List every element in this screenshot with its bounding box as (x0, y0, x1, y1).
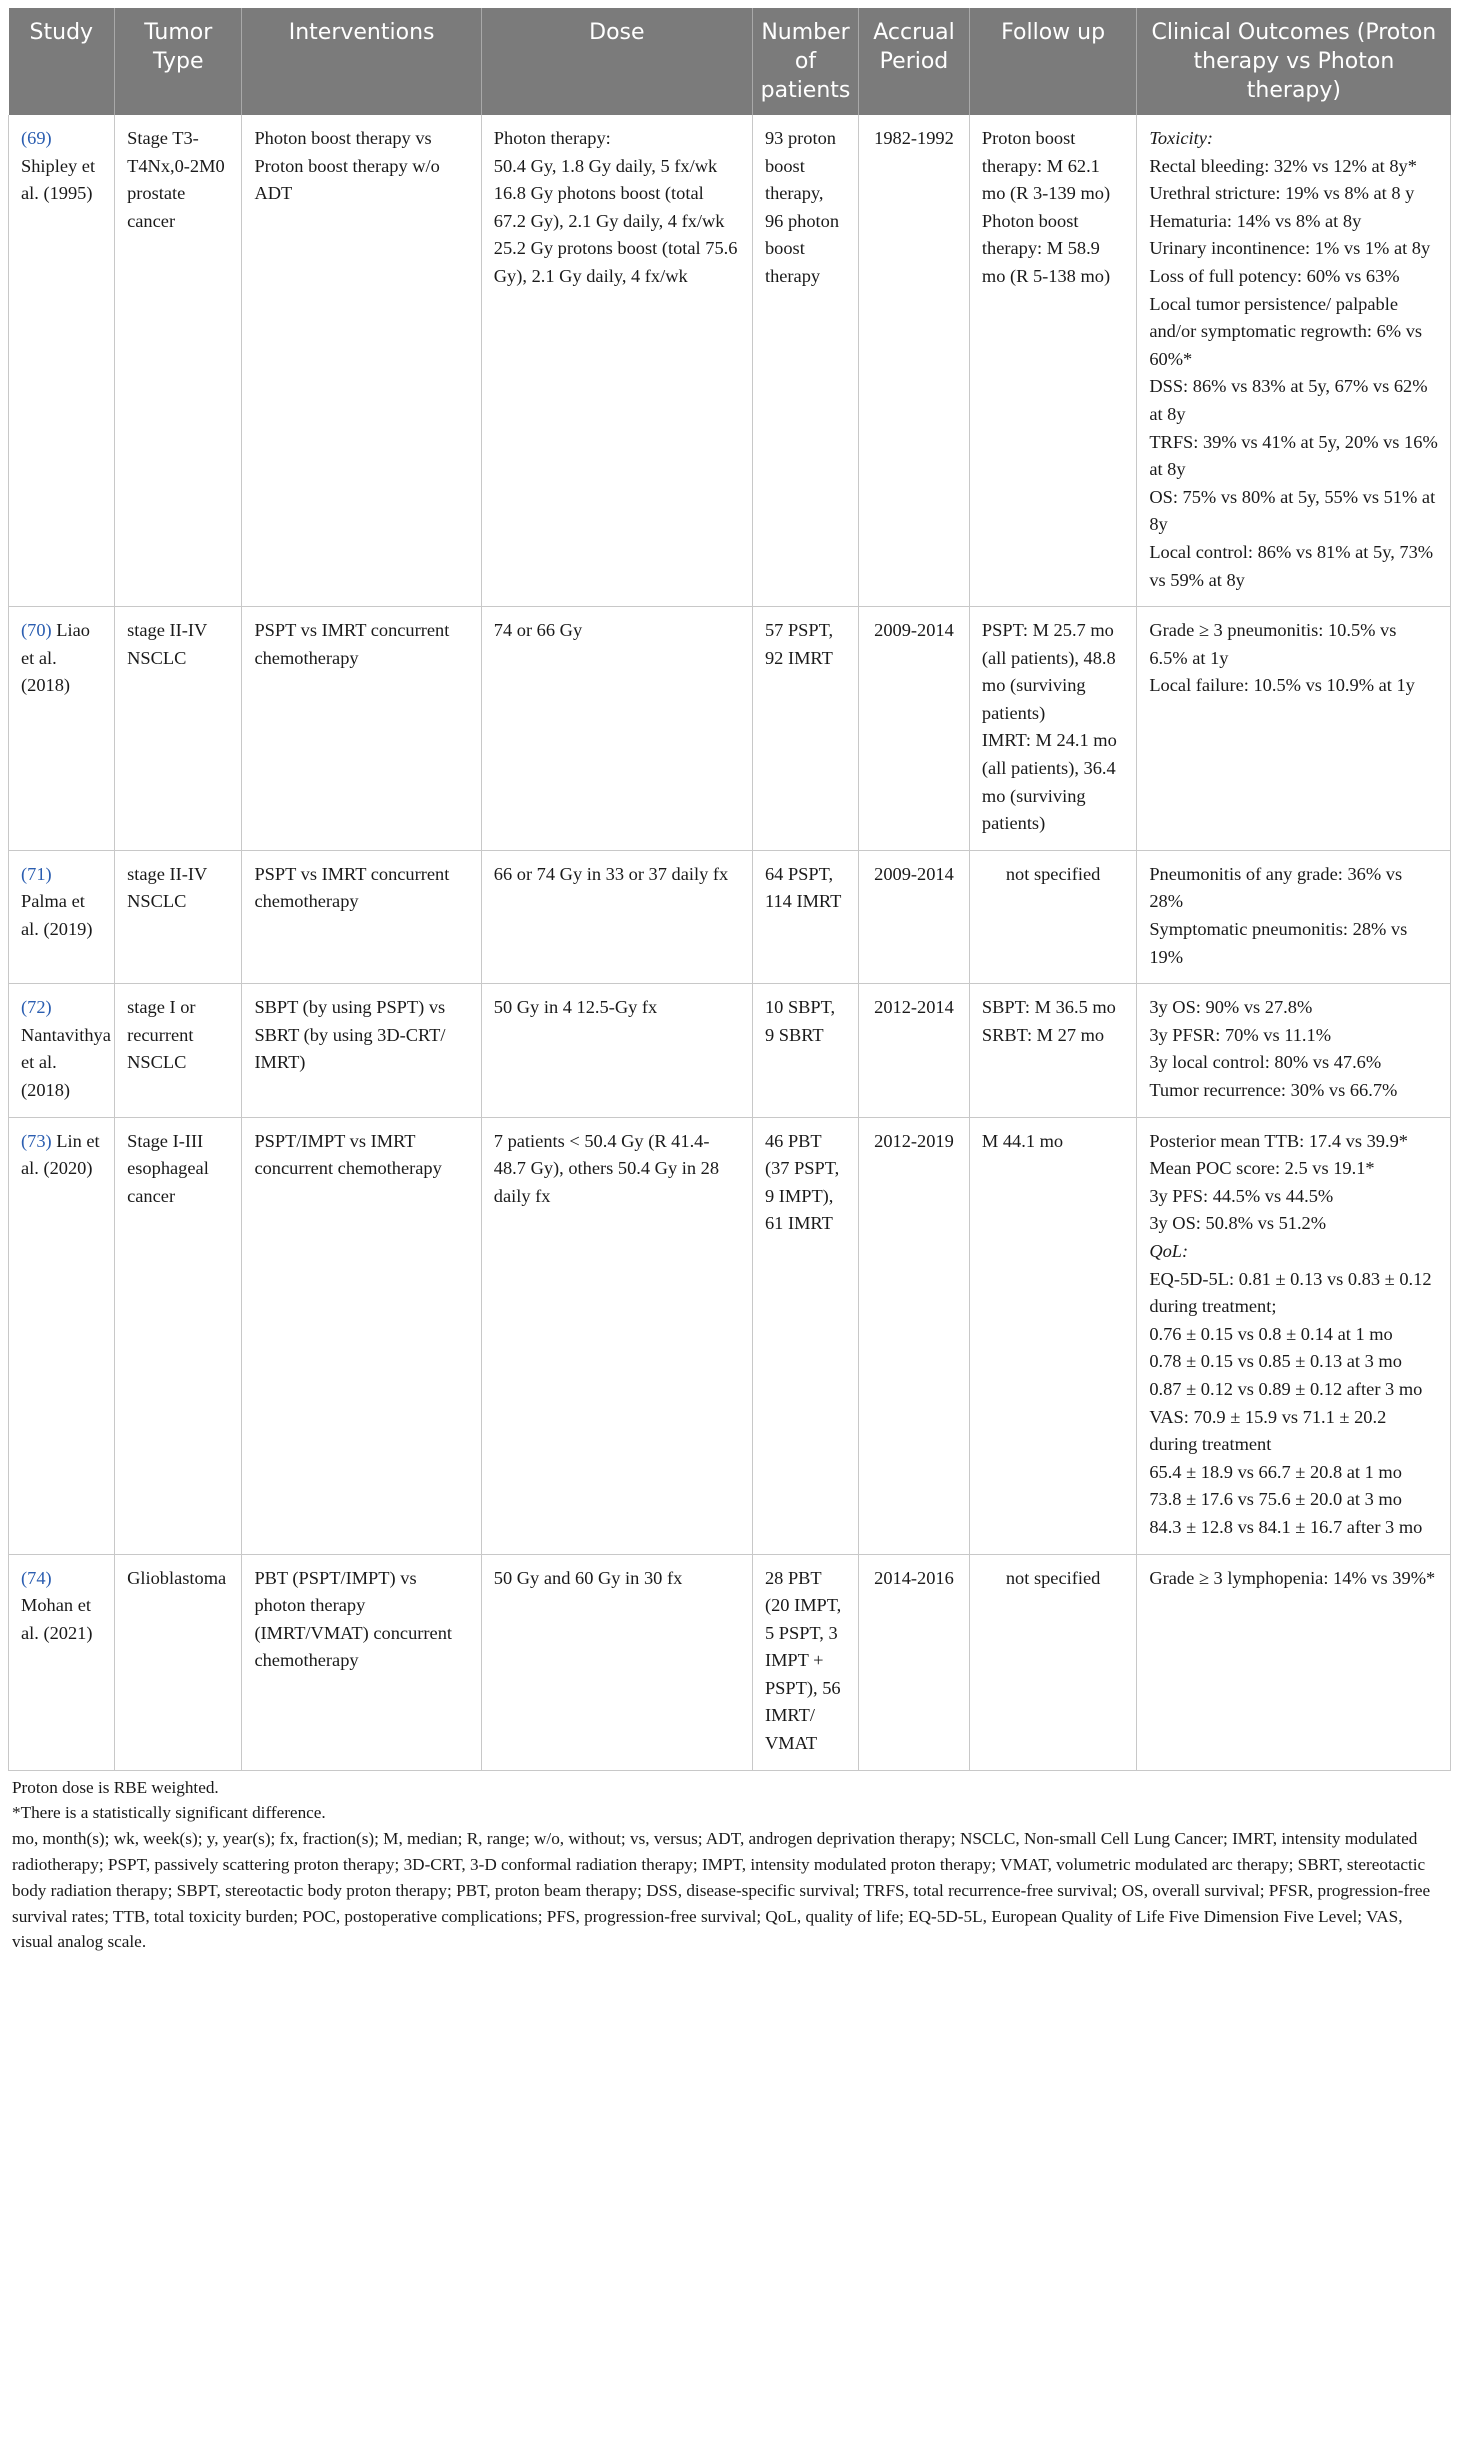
dose-line: 50 Gy in 4 12.5-Gy fx (493, 997, 658, 1018)
outcome-line: EQ-5D-5L: 0.81 ± 0.13 vs 0.83 ± 0.12 during treatment; (1149, 1268, 1432, 1317)
outcome-line: Loss of full potency: 60% vs 63% (1149, 265, 1400, 286)
outcome-line: 0.76 ± 0.15 vs 0.8 ± 0.14 at 1 mo (1149, 1323, 1393, 1344)
outcomes-cell (1137, 1117, 1451, 1554)
reference-link[interactable]: (74) (21, 1567, 52, 1588)
tumor-cell: Stage I-III esophageal cancer (115, 1117, 242, 1554)
study-name: Shipley et al. (1995) (21, 155, 96, 204)
header-tumor-type: Tumor Type (115, 8, 242, 115)
tumor-cell: Glioblastoma (115, 1554, 242, 1770)
outcome-line: 73.8 ± 17.6 vs 75.6 ± 20.0 at 3 mo (1149, 1489, 1402, 1510)
outcomes-subheading: QoL: (1149, 1240, 1189, 1261)
study-cell (9, 1117, 115, 1554)
dose-cell (481, 984, 752, 1117)
document-page (8, 8, 1451, 1955)
study-name: Nantavithya et al. (2018) (21, 1024, 111, 1100)
dose-line: Photon therapy: (493, 128, 611, 148)
header-study: Study (9, 8, 115, 115)
reference-link[interactable]: (73) (21, 1130, 52, 1151)
tumor-cell: stage II-IV NSCLC (115, 607, 242, 851)
dose-line: 50 Gy and 60 Gy in 30 fx (493, 1567, 683, 1588)
header-dose: Dose (481, 8, 752, 115)
interventions-cell: PBT (PSPT/IMPT) vs photon therapy (IMRT/VMAT) concurrent chemotherapy (242, 1554, 481, 1770)
outcome-line: Local failure: 10.5% vs 10.9% at 1y (1149, 675, 1415, 696)
outcome-line: Local control: 86% vs 81% at 5y, 73% vs 59% at 8y (1149, 541, 1434, 590)
followup-line: not specified (1005, 1567, 1101, 1588)
reference-link[interactable]: (70) (21, 620, 52, 641)
outcome-line: 3y OS: 90% vs 27.8% (1149, 997, 1313, 1018)
followup-cell (969, 115, 1136, 607)
outcome-line: 3y PFSR: 70% vs 11.1% (1149, 1024, 1332, 1045)
dose-line: 16.8 Gy photons boost (total 67.2 Gy), 2.1 Gy daily, 4 fx/wk (493, 183, 725, 231)
outcomes-subheading: Toxicity: (1149, 128, 1213, 148)
outcome-line: Hematuria: 14% vs 8% at 8y (1149, 210, 1362, 231)
patients-cell: 57 PSPT, 92 IMRT (752, 607, 858, 851)
outcome-line: OS: 75% vs 80% at 5y, 55% vs 51% at 8y (1149, 486, 1436, 535)
study-cell (9, 115, 115, 607)
dose-cell (481, 1554, 752, 1770)
interventions-cell: PSPT vs IMRT concurrent chemotherapy (242, 850, 481, 983)
header-clinical-outcomes: Clinical Outcomes (Proton therapy vs Photon therapy) (1137, 8, 1451, 115)
table-row (9, 850, 1451, 983)
tumor-cell: stage II-IV NSCLC (115, 850, 242, 983)
accrual-cell: 2012-2014 (859, 984, 970, 1117)
outcomes-cell (1137, 984, 1451, 1117)
outcomes-cell (1137, 850, 1451, 983)
dose-cell (481, 850, 752, 983)
outcome-line: Symptomatic pneumonitis: 28% vs 19% (1149, 919, 1408, 967)
table-footnotes (8, 1771, 1451, 1956)
followup-line: PSPT: M 25.7 mo (all patients), 48.8 mo (surviving patients) (981, 620, 1116, 723)
accrual-cell: 2012-2019 (859, 1117, 970, 1554)
table-body (9, 115, 1451, 1770)
outcome-line: 84.3 ± 12.8 vs 84.1 ± 16.7 after 3 mo (1149, 1516, 1423, 1537)
table-row (9, 607, 1451, 851)
outcome-line: Grade ≥ 3 pneumonitis: 10.5% vs 6.5% at 1y (1149, 620, 1397, 668)
dose-cell (481, 115, 752, 607)
outcome-line: Rectal bleeding: 32% vs 12% at 8y* (1149, 155, 1417, 176)
followup-line: Proton boost therapy: M 62.1 mo (R 3-139 mo) (981, 128, 1111, 204)
outcome-line: DSS: 86% vs 83% at 5y, 67% vs 62% at 8y (1149, 376, 1428, 424)
table-row (9, 1554, 1451, 1770)
table-row (9, 115, 1451, 607)
reference-link[interactable]: (72) (21, 997, 52, 1018)
outcome-line: 3y OS: 50.8% vs 51.2% (1149, 1213, 1327, 1234)
study-cell (9, 850, 115, 983)
table-row (9, 1117, 1451, 1554)
outcome-line: Local tumor persistence/ palpable and/or symptomatic regrowth: 6% vs 60%* (1149, 293, 1423, 369)
dose-cell (481, 1117, 752, 1554)
followup-cell (969, 1117, 1136, 1554)
outcome-line: Urinary incontinence: 1% vs 1% at 8y (1149, 238, 1431, 259)
tumor-cell: Stage T3-T4Nx,0-2M0 prostate cancer (115, 115, 242, 607)
followup-line: SRBT: M 27 mo (981, 1024, 1105, 1045)
interventions-cell: PSPT/IMPT vs IMRT concurrent chemotherapy (242, 1117, 481, 1554)
interventions-cell: Photon boost therapy vs Proton boost therapy w/o ADT (242, 115, 481, 607)
followup-cell (969, 850, 1136, 983)
outcome-line: 0.78 ± 0.15 vs 0.85 ± 0.13 at 3 mo (1149, 1351, 1402, 1372)
patients-cell: 10 SBPT, 9 SBRT (752, 984, 858, 1117)
outcome-line: 0.87 ± 0.12 vs 0.89 ± 0.12 after 3 mo (1149, 1378, 1423, 1399)
header-accrual-period: Accrual Period (859, 8, 970, 115)
patients-cell: 64 PSPT, 114 IMRT (752, 850, 858, 983)
outcome-line: 65.4 ± 18.9 vs 66.7 ± 20.8 at 1 mo (1149, 1461, 1402, 1482)
dose-line: 25.2 Gy protons boost (total 75.6 Gy), 2.1 Gy daily, 4 fx/wk (493, 238, 738, 286)
table-row (9, 984, 1451, 1117)
followup-line: IMRT: M 24.1 mo (all patients), 36.4 mo (surviving patients) (981, 730, 1117, 834)
footnote-rbe: Proton dose is RBE weighted. (12, 1777, 219, 1797)
outcome-line: Mean POC score: 2.5 vs 19.1* (1149, 1158, 1375, 1179)
followup-line: not specified (1005, 863, 1101, 884)
accrual-cell: 2009-2014 (859, 607, 970, 851)
followup-cell (969, 1554, 1136, 1770)
patients-cell: 46 PBT (37 PSPT, 9 IMPT), 61 IMRT (752, 1117, 858, 1554)
header-number-of-patients: Number of patients (752, 8, 858, 115)
outcome-line: Pneumonitis of any grade: 36% vs 28% (1149, 863, 1403, 912)
study-cell (9, 1554, 115, 1770)
outcome-line: TRFS: 39% vs 41% at 5y, 20% vs 16% at 8y (1149, 431, 1438, 480)
dose-line: 74 or 66 Gy (493, 620, 583, 641)
dose-cell (481, 607, 752, 851)
outcome-line: Urethral stricture: 19% vs 8% at 8 y (1149, 183, 1415, 204)
outcomes-cell (1137, 115, 1451, 607)
interventions-cell: PSPT vs IMRT concurrent chemotherapy (242, 607, 481, 851)
outcomes-cell (1137, 607, 1451, 851)
study-name: Palma et al. (2019) (21, 891, 93, 940)
dose-line: 50.4 Gy, 1.8 Gy daily, 5 fx/wk (493, 155, 718, 176)
patients-cell: 93 proton boost therapy, 96 photon boost therapy (752, 115, 858, 607)
study-name: Lin et al. (2020) (21, 1130, 100, 1179)
study-name: Mohan et al. (2021) (21, 1595, 93, 1643)
header-interventions: Interventions (242, 8, 481, 115)
outcome-line: Tumor recurrence: 30% vs 66.7% (1149, 1080, 1398, 1100)
study-name: Liao et al. (2018) (21, 620, 90, 696)
study-cell (9, 607, 115, 851)
patients-cell: 28 PBT (20 IMPT, 5 PSPT, 3 IMPT + PSPT), 56 IMRT/ VMAT (752, 1554, 858, 1770)
study-cell (9, 984, 115, 1117)
accrual-cell: 1982-1992 (859, 115, 970, 607)
followup-line: Photon boost therapy: M 58.9 mo (R 5-138 mo) (981, 210, 1111, 286)
dose-line: 66 or 74 Gy in 33 or 37 daily fx (493, 863, 729, 884)
followup-cell (969, 984, 1136, 1117)
reference-link[interactable]: (69) (21, 128, 52, 148)
outcome-line: 3y local control: 80% vs 47.6% (1149, 1052, 1382, 1073)
followup-line: M 44.1 mo (981, 1130, 1064, 1151)
followup-line: SBPT: M 36.5 mo (981, 997, 1116, 1018)
tumor-cell: stage I or recurrent NSCLC (115, 984, 242, 1117)
footnote-abbreviations: mo, month(s); wk, week(s); y, year(s); fx, fraction(s); M, median; R, range; w/o, without; vs, versus; ADT, androgen deprivation therapy; NSCLC, Non-small Cell Lung Cancer; IMRT, intensity modulated radiotherapy; PSPT, passively scattering proton therapy; 3D-CRT, 3-D conformal radiation therapy; IMPT, intensity modulated proton therapy; VMAT, volumetric modulated arc therapy; SBRT, stereotactic body radiation therapy; SBPT, stereotactic body proton therapy; PBT, proton beam therapy; DSS, disease-specific survival; TRFS, total recurrence-free survival; OS, overall survival; PFSR, progression-free survival rates; TTB, total toxicity burden; POC, postoperative complications; PFS, progression-free survival; QoL, quality of life; EQ-5D-5L, European Quality of Life Five Dimension Five Level; VAS, visual analog scale. (12, 1829, 1431, 1952)
table-header (9, 8, 1451, 115)
header-follow-up: Follow up (969, 8, 1136, 115)
outcome-line: Grade ≥ 3 lymphopenia: 14% vs 39%* (1149, 1567, 1436, 1588)
outcome-line: Posterior mean TTB: 17.4 vs 39.9* (1149, 1130, 1408, 1151)
reference-link[interactable]: (71) (21, 863, 52, 884)
outcomes-cell (1137, 1554, 1451, 1770)
studies-table (8, 8, 1451, 1771)
accrual-cell: 2009-2014 (859, 850, 970, 983)
interventions-cell: SBPT (by using PSPT) vs SBRT (by using 3D-CRT/ IMRT) (242, 984, 481, 1117)
accrual-cell: 2014-2016 (859, 1554, 970, 1770)
followup-cell (969, 607, 1136, 851)
outcome-line: 3y PFS: 44.5% vs 44.5% (1149, 1185, 1334, 1206)
outcome-line: VAS: 70.9 ± 15.9 vs 71.1 ± 20.2 during treatment (1149, 1406, 1387, 1455)
footnote-significance: *There is a statistically significant difference. (12, 1803, 326, 1823)
dose-line: 7 patients < 50.4 Gy (R 41.4-48.7 Gy), others 50.4 Gy in 28 daily fx (493, 1130, 720, 1206)
